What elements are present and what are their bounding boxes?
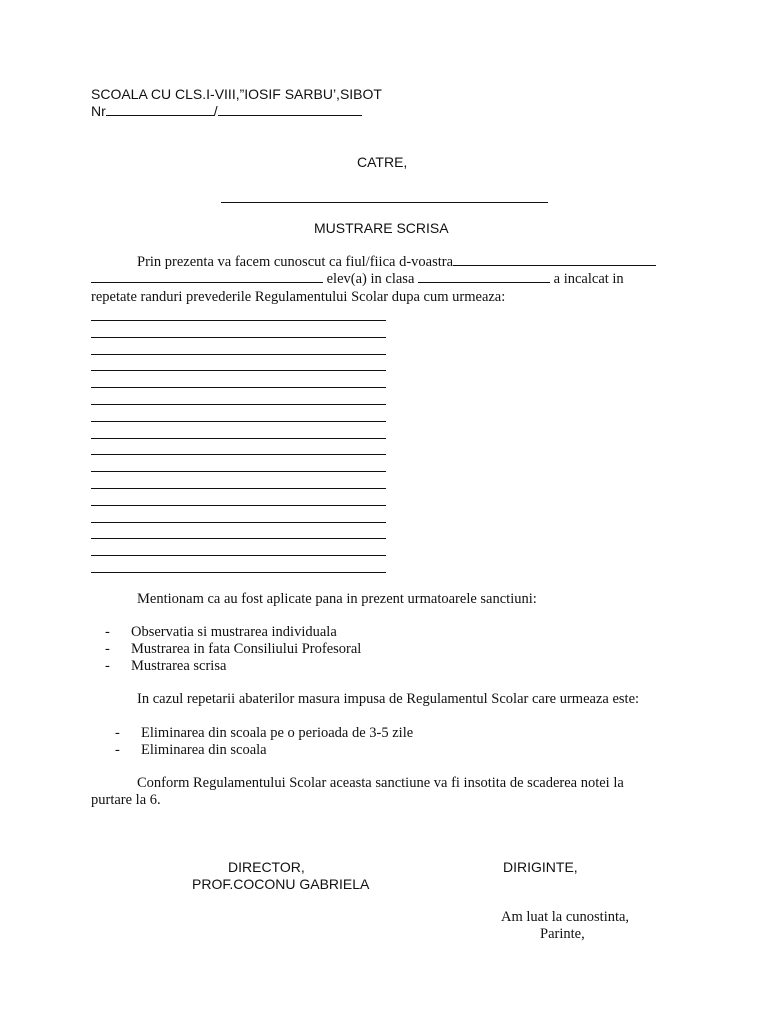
repeat-item [115,725,413,742]
sanction-item [105,624,337,641]
conclusion-line-2: purtare la 6. [91,792,161,808]
director-name: PROF.COCONU GABRIELA [192,876,370,892]
nr-separator: / [213,103,218,119]
description-blank-line[interactable] [91,438,386,439]
addressee-blank-line[interactable] [221,202,548,203]
description-blank-line[interactable] [91,404,386,405]
nr-blank[interactable] [106,114,214,116]
description-blank-line[interactable] [91,337,386,338]
nr-label: Nr [91,103,106,119]
violation-label: a incalcat in [553,271,624,287]
list-marker: - [115,742,120,758]
repeat-intro: In cazul repetarii abaterilor masura impusa de Regulamentul Scolar care urmeaza este: [137,691,640,707]
repeat-label: Eliminarea din scoala pe o perioada de 3-5 zile [141,725,414,741]
description-blank-line[interactable] [91,471,386,472]
class-blank[interactable] [418,281,550,283]
sanction-item [105,641,361,658]
sanctions-intro: Mentionam ca au fost aplicate pana in prezent urmatoarele sanctiuni: [137,591,537,607]
sanction-label: Observatia si mustrarea individuala [131,624,337,640]
registration-number [91,103,362,119]
description-blank-line[interactable] [91,572,386,573]
student-class-label: elev(a) in clasa [326,271,415,287]
diriginte-title: DIRIGINTE, [503,859,578,875]
nr-date-blank[interactable] [218,114,362,116]
student-line [91,271,624,288]
student-name-blank[interactable] [91,281,323,283]
sanction-label: Mustrarea scrisa [131,658,227,674]
list-marker: - [115,725,120,741]
description-blank-line[interactable] [91,320,386,321]
list-marker: - [105,658,110,674]
list-marker: - [105,624,110,640]
description-blank-line[interactable] [91,370,386,371]
intro-text: Prin prezenta va facem cunoscut ca fiul/fiica d-voastra [137,254,454,270]
repeat-label: Eliminarea din scoala [141,742,267,758]
parent-acknowledgement: Am luat la cunostinta, [501,909,630,925]
description-blank-line[interactable] [91,387,386,388]
sanction-item [105,658,226,675]
description-blank-line[interactable] [91,555,386,556]
sanction-label: Mustrarea in fata Consiliului Profesoral [131,641,362,657]
description-blank-line[interactable] [91,488,386,489]
conclusion-line-1: Conform Regulamentului Scolar aceasta sanctiune va fi insotita de scaderea notei la [137,775,624,791]
school-name: SCOALA CU CLS.I-VIII,”IOSIF SARBU’,SIBOT [91,86,382,102]
intro-line [137,254,656,271]
description-blank-line[interactable] [91,522,386,523]
list-marker: - [105,641,110,657]
parent-child-blank[interactable] [453,264,656,266]
addressee-label: CATRE, [357,154,408,170]
violation-line: repetate randuri prevederile Regulamentului Scolar dupa cum urmeaza: [91,289,506,305]
repeat-item [115,742,267,759]
description-blank-line[interactable] [91,421,386,422]
description-blank-line[interactable] [91,354,386,355]
description-blank-line[interactable] [91,454,386,455]
parent-label: Parinte, [540,926,585,942]
director-title: DIRECTOR, [228,859,305,875]
description-blank-line[interactable] [91,505,386,506]
document-title: MUSTRARE SCRISA [314,220,449,236]
description-blank-line[interactable] [91,538,386,539]
